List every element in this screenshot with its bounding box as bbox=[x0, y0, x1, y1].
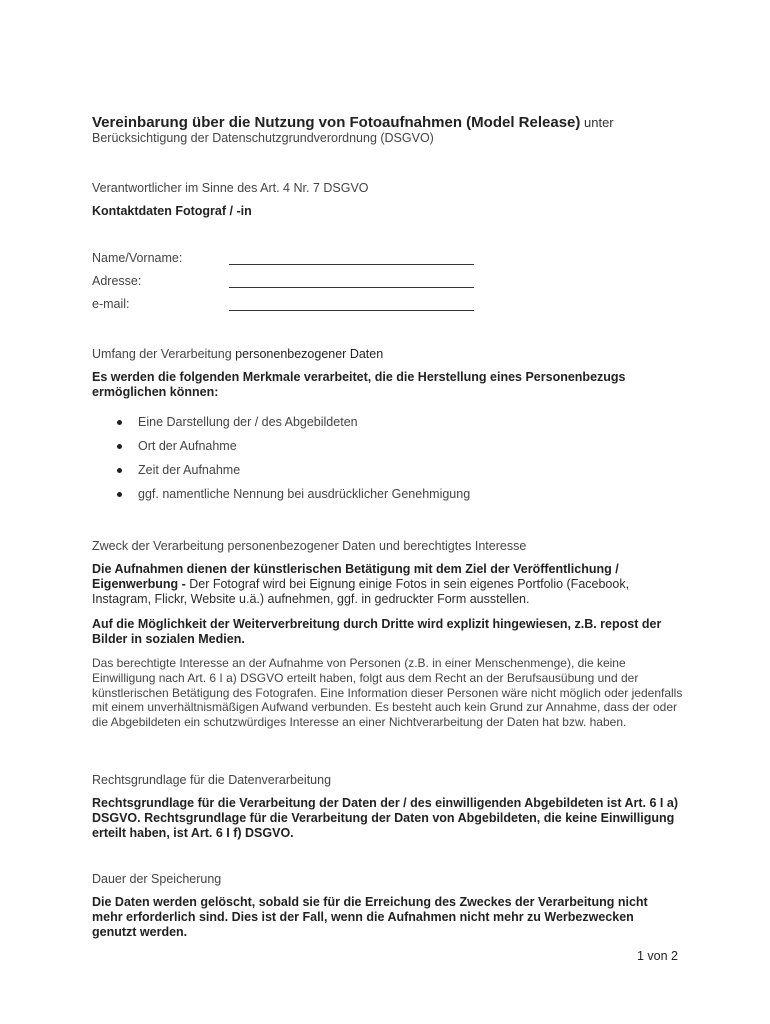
list-item bbox=[92, 463, 652, 487]
email-field-label: e-mail: bbox=[92, 297, 130, 311]
controller-heading: Verantwortlicher im Sinne des Art. 4 Nr. 7 DSGVO bbox=[92, 181, 369, 195]
purpose-paragraph-2: Auf die Möglichkeit der Weiterverbreitung durch Dritte wird explizit hingewiesen, z.B. repost der Bilder in sozialen Medien. bbox=[92, 617, 662, 646]
list-item bbox=[92, 439, 652, 463]
scope-list bbox=[92, 415, 652, 511]
purpose-paragraph-1 bbox=[92, 562, 652, 607]
scope-heading bbox=[92, 347, 383, 362]
list-item-text: ggf. namentliche Nennung bei ausdrücklicher Genehmigung bbox=[138, 487, 471, 501]
title-tail: unter bbox=[580, 115, 614, 130]
address-field-row bbox=[92, 274, 492, 290]
document-page bbox=[92, 0, 692, 1024]
list-item bbox=[92, 487, 652, 511]
purpose-heading: Zweck der Verarbeitung personenbezogener Daten und berechtigtes Interesse bbox=[92, 539, 527, 553]
bullet-icon bbox=[117, 492, 122, 497]
scope-heading-b: personenbezogener Daten bbox=[235, 347, 384, 361]
legal-heading: Rechtsgrundlage für die Datenverarbeitung bbox=[92, 773, 332, 787]
retention-heading: Dauer der Speicherung bbox=[92, 872, 222, 886]
legal-paragraph: Rechtsgrundlage für die Verarbeitung der Daten der / des einwilligenden Abgebildeten ist Art. 6 I a) DSGVO. Rechtsgrundlage für die Verarbeitung der Daten von Abgebildeten, die keine Einwilligung erteilt haben, ist Art. 6 I f) DSGVO. bbox=[92, 796, 678, 840]
list-item-text: Eine Darstellung der / des Abgebildeten bbox=[138, 415, 358, 429]
retention-paragraph: Die Daten werden gelöscht, sobald sie für die Erreichung des Zweckes der Verarbeitung nicht mehr erforderlich sind. Dies ist der Fall, wenn die Aufnahmen nicht mehr zu Werbezwecken genutzt werden. bbox=[92, 895, 648, 939]
purpose-p1-rest: Der Fotograf wird bei Eignung einige Fotos in sein eigenes Portfolio (Facebook, Instagram, Flickr, Website u.ä.) aufnehmen, ggf. in gedruckter Form ausstellen. bbox=[92, 577, 630, 606]
document-title bbox=[92, 114, 692, 132]
name-field-row bbox=[92, 251, 492, 267]
title-main: Vereinbarung über die Nutzung von Fotoaufnahmen (Model Release) bbox=[92, 114, 581, 131]
bullet-icon bbox=[117, 468, 122, 473]
contact-label: Kontaktdaten Fotograf / -in bbox=[92, 204, 252, 218]
document-subtitle: Berücksichtigung der Datenschutzgrundverordnung (DSGVO) bbox=[92, 131, 434, 145]
list-item-text: Zeit der Aufnahme bbox=[138, 463, 241, 477]
address-field-label: Adresse: bbox=[92, 274, 142, 288]
list-item bbox=[92, 415, 652, 439]
purpose-paragraph-3: Das berechtigte Interesse an der Aufnahme von Personen (z.B. in einer Menschenmenge), die keine Einwilligung nach Art. 6 I a) DSGVO erteilt haben, folgt aus dem Recht an der Berufsausübung und der künstlerischen Betätigung des Fotografen. Eine Information dieser Personen wäre nicht möglich oder jedenfalls mit einem unverhältnismäßigen Aufwand verbunden. Es besteht auch kein Grund zur Annahme, dass der oder die Abgebildeten ein schutzwürdiges Interesse an einer Nichtverarbeitung der Daten hat bzw. haben. bbox=[92, 656, 683, 730]
bullet-icon bbox=[117, 444, 122, 449]
name-field-label: Name/Vorname: bbox=[92, 251, 183, 265]
bullet-icon bbox=[117, 420, 122, 425]
scope-intro: Es werden die folgenden Merkmale verarbeitet, die die Herstellung eines Personenbezugs ermöglichen können: bbox=[92, 370, 626, 399]
purpose-p1-bold: Die Aufnahmen dienen der künstlerischen Betätigung mit dem Ziel der Veröffentlichung / Eigenwerbung - bbox=[92, 562, 619, 591]
scope-heading-a: Umfang der Verarbeitung bbox=[92, 347, 236, 361]
page-number: 1 von 2 bbox=[637, 949, 679, 963]
list-item-text: Ort der Aufnahme bbox=[138, 439, 237, 453]
email-field-row bbox=[92, 297, 492, 313]
